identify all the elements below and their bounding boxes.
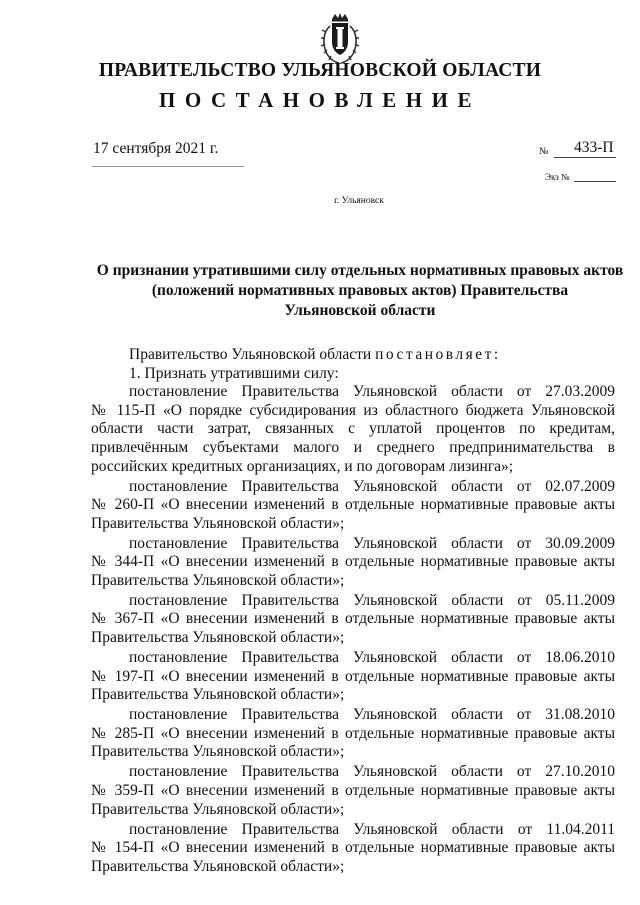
heading-line-1: О признании утратившими силу отдельных нормативных правовых актов <box>96 262 624 279</box>
act-rest: № 344-П «О внесении изменений в отдельные нормативные правовые акты Правительства Ульяновской области»; <box>91 553 615 589</box>
act-rest: № 197-П «О внесении изменений в отдельные нормативные правовые акты Правительства Ульяновской области»; <box>91 667 615 704</box>
act-rest: № 367-П «О внесении изменений в отдельные нормативные правовые акты Правительства Ульяновской области»; <box>91 610 615 647</box>
act-first-line: постановление Правительства Ульяновской области от 11.04.2011 <box>129 820 615 838</box>
preamble <box>91 346 615 365</box>
act-first-line: постановление Правительства Ульяновской области от 27.03.2009 <box>129 383 615 401</box>
city: г. Ульяновск <box>334 196 384 206</box>
act-rest: № 115-П «О порядке субсидирования из областного бюджета Ульяновской области части затрат, связанных с уплатой процентов по кредитам, привлечённым субъектами малого и среднего предпринимательства в российских кредитных организациях, и по договорам лизинга»; <box>91 401 615 475</box>
item-1: 1. Признать утратившими силу: <box>129 364 339 382</box>
coat-of-arms-icon <box>318 12 362 66</box>
heading-line-2: (положений нормативных правовых актов) Правительства <box>151 282 569 299</box>
act-first-line: постановление Правительства Ульяновской области от 27.10.2010 <box>129 763 615 781</box>
act-rest: № 260-П «О внесении изменений в отдельные нормативные правовые акты Правительства Ульяновской области»; <box>91 496 615 532</box>
copy-underline <box>574 181 616 182</box>
act-first-line: постановление Правительства Ульяновской области от 05.11.2009 <box>129 591 615 609</box>
document-date: 17 сентября 2021 г. <box>93 140 219 157</box>
heading-line-3: Ульяновской области <box>284 302 436 319</box>
repealed-act <box>91 383 615 476</box>
date-underline <box>92 166 244 167</box>
repealed-act <box>91 649 615 705</box>
act-first-line: постановление Правительства Ульяновской области от 18.06.2010 <box>129 649 615 667</box>
repealed-act <box>91 478 615 534</box>
government-title: ПРАВИТЕЛЬСТВО УЛЬЯНОВСКОЙ ОБЛАСТИ <box>98 60 542 81</box>
act-first-line: постановление Правительства Ульяновской области от 31.08.2010 <box>129 706 615 724</box>
repealed-act <box>91 706 615 762</box>
act-rest: № 285-П «О внесении изменений в отдельные нормативные правовые акты Правительства Ульяновской области»; <box>91 724 615 761</box>
document-body <box>91 346 615 878</box>
document-heading <box>80 261 640 321</box>
act-first-line: постановление Правительства Ульяновской области от 30.09.2009 <box>129 534 615 552</box>
number-underline <box>554 157 616 158</box>
number-sign: № <box>539 146 549 157</box>
repealed-act <box>91 535 615 591</box>
preamble-text: Правительство Ульяновской области <box>129 346 376 363</box>
document-type: ПОСТАНОВЛЕНИЕ <box>159 88 481 112</box>
document-number: 433-П <box>574 139 614 156</box>
act-rest: № 359-П «О внесении изменений в отдельные нормативные правовые акты Правительства Ульяновской области»; <box>91 782 615 818</box>
repealed-act <box>91 592 615 648</box>
act-rest: № 154-П «О внесении изменений в отдельные нормативные правовые акты Правительства Ульяновской области»; <box>91 839 615 875</box>
act-first-line: постановление Правительства Ульяновской области от 02.07.2009 <box>129 477 615 495</box>
preamble-decree: постановляет: <box>375 346 501 363</box>
repealed-act <box>91 821 615 877</box>
copy-label: Экз № <box>545 172 570 182</box>
repealed-act <box>91 763 615 819</box>
